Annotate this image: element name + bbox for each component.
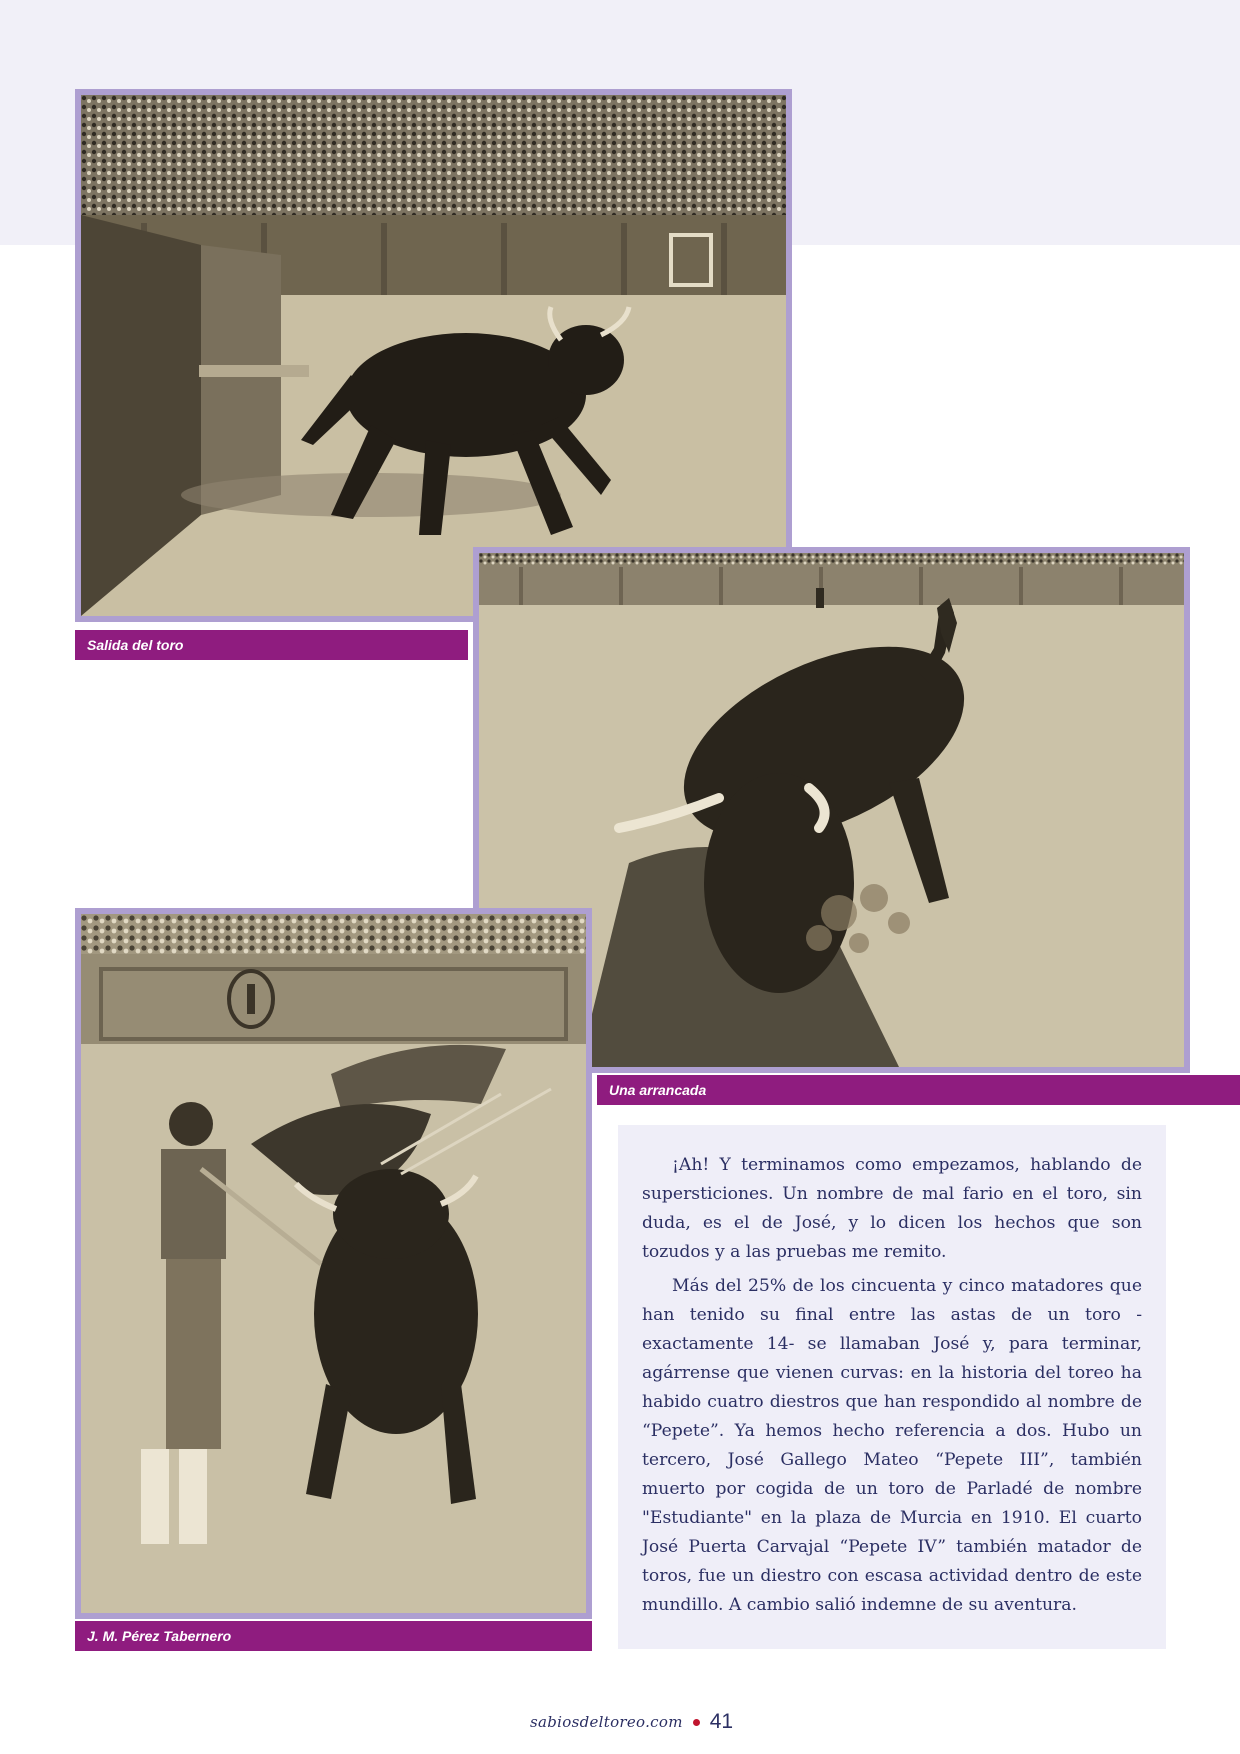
- article-paragraph-2: Más del 25% de los cincuenta y cinco matadores que han tenido su final entre las astas de un toro -exactamente 14- se llamaban José y, para terminar, agárrense que vienen curvas: en la historia del toreo ha habido cuatro diestros que han respondido al nombre de “Pepete”. Ya hemos hecho referencia a dos. Hubo un tercero, José Gallego Mateo “Pepete III”, también muerto por cogida de un toro de Parladé de nombre "Estudiante" en la plaza de Murcia en 1910. El cuarto José Puerta Carvajal “Pepete IV” también matador de toros, fue un diestro con escasa actividad dentro de este mundillo. A cambio salió indemne de su aventura.: [642, 1276, 1142, 1615]
- article-text-box: [618, 1125, 1166, 1649]
- caption-una-arrancada: Una arrancada: [597, 1075, 1240, 1105]
- page-footer: [530, 1707, 733, 1737]
- photo1-illustration: [81, 95, 786, 616]
- photo3-illustration: [81, 914, 586, 1613]
- article-paragraph-1: ¡Ah! Y terminamos como empezamos, hablando de supersticiones. Un nombre de mal fario en el toro, sin duda, es el de José, y lo dicen los hechos que son tozudos y a las pruebas me remito.: [642, 1155, 1142, 1262]
- caption-perez-tabernero: J. M. Pérez Tabernero: [75, 1621, 592, 1651]
- bullet-dot-icon: [693, 1719, 700, 1726]
- site-name: sabiosdeltoreo.com: [530, 1713, 683, 1731]
- bullfighter-pass-photo: [75, 908, 592, 1619]
- page-number: 41: [709, 1710, 734, 1733]
- caption-salida-del-toro: Salida del toro: [75, 630, 468, 660]
- bull-leaving-pen-photo: [75, 89, 792, 622]
